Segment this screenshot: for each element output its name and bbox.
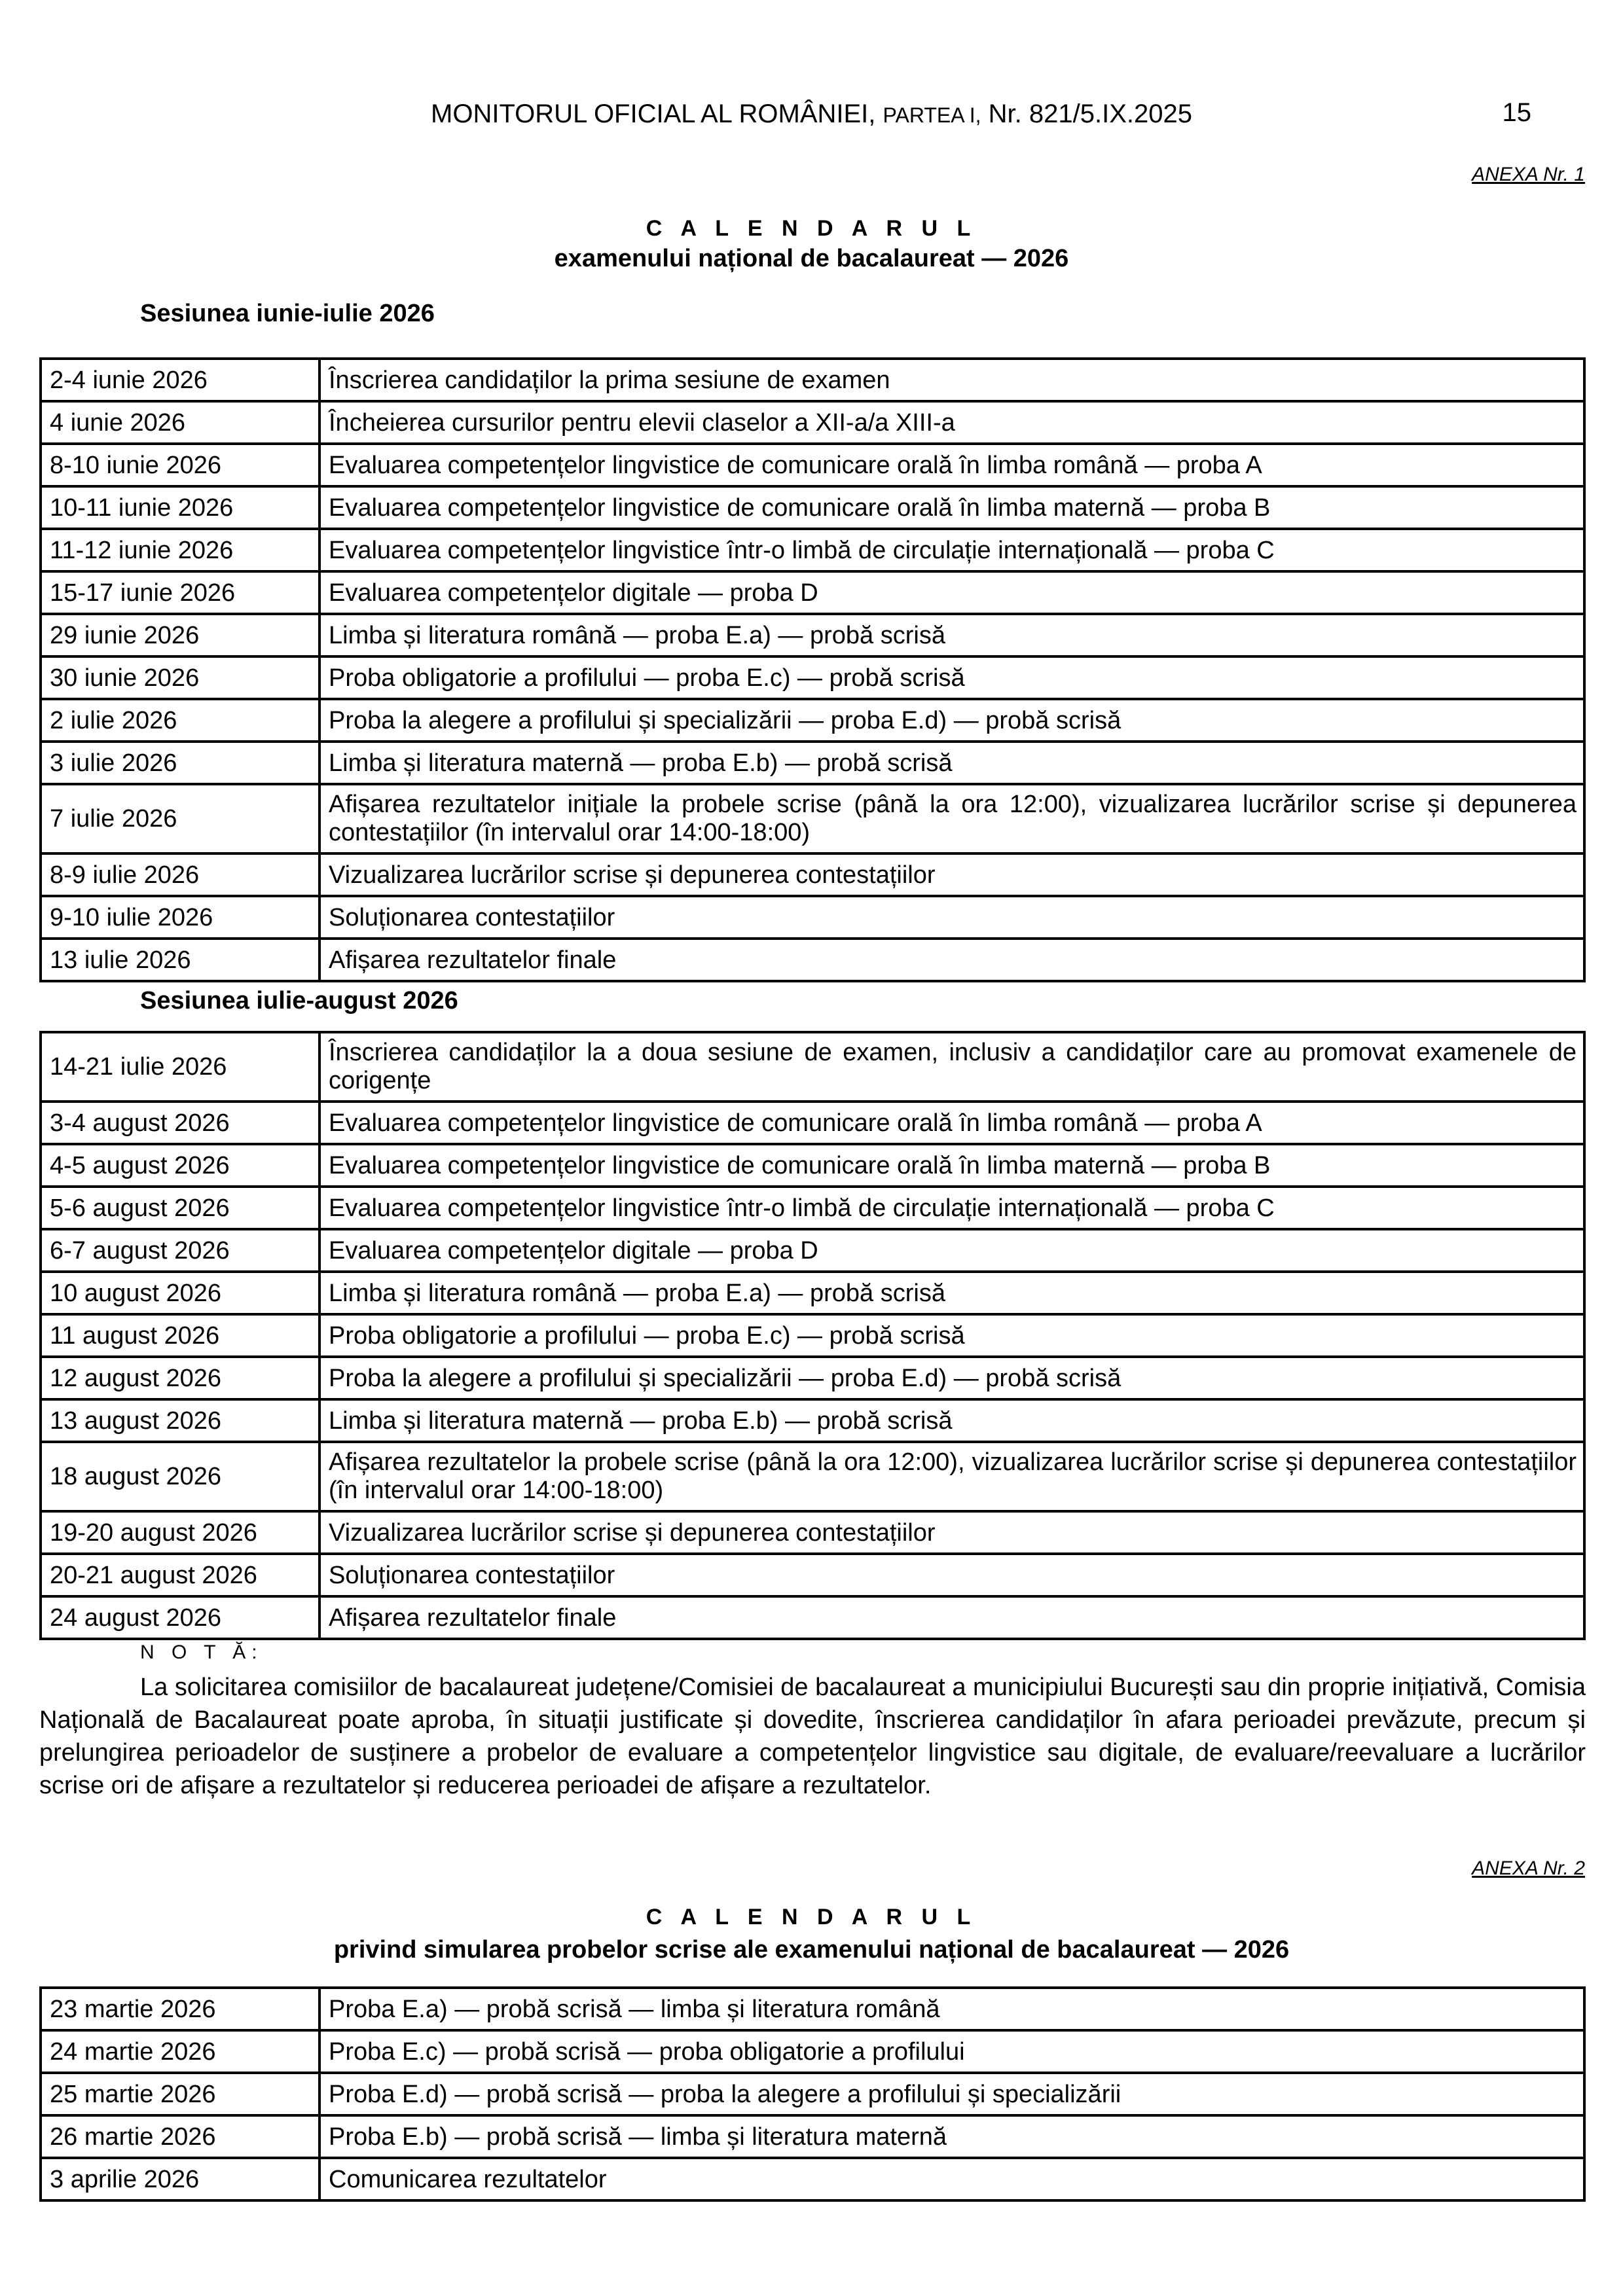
date-cell: 8-10 iunie 2026 — [41, 444, 319, 486]
page-number: 15 — [1502, 98, 1531, 127]
table-row — [41, 1144, 1584, 1187]
table-row — [41, 1272, 1584, 1314]
table-row — [41, 1229, 1584, 1272]
event-cell: Proba E.a) — probă scrisă — limba și literatura română — [319, 1988, 1584, 2030]
event-cell: Evaluarea competențelor lingvistice de comunicare orală în limba maternă — proba B — [319, 1144, 1584, 1187]
date-cell: 15-17 iunie 2026 — [41, 571, 319, 614]
event-cell: Încheierea cursurilor pentru elevii claselor a XII-a/a XIII-a — [319, 401, 1584, 444]
date-cell: 29 iunie 2026 — [41, 614, 319, 656]
date-cell: 25 martie 2026 — [41, 2073, 319, 2115]
date-cell: 9-10 iulie 2026 — [41, 896, 319, 939]
table-row — [41, 1357, 1584, 1399]
running-header — [0, 99, 1623, 129]
event-cell: Limba și literatura română — proba E.a) — probă scrisă — [319, 614, 1584, 656]
table-row — [41, 2073, 1584, 2115]
table-row — [41, 1032, 1584, 1102]
date-cell: 26 martie 2026 — [41, 2115, 319, 2158]
date-cell: 4 iunie 2026 — [41, 401, 319, 444]
note-paragraph: La solicitarea comisiilor de bacalaureat județene/Comisiei de bacalaureat a municipiului București sau din proprie inițiativă, Comisia Națională de Bacalaureat poate aproba, în situații justificate și dovedite, înscrierea candidaților în afara perioadei prevăzute, precum și prelungirea perioadelor de susținere a probelor de evaluare a competențelor lingvistice sau digitale, de evaluare/reevaluare a lucrărilor scrise ori de afișare a rezultatelor și reducerea perioadei de afișare a rezultatelor. — [39, 1674, 1586, 1799]
note-label: N O T Ă: — [140, 1641, 263, 1663]
session-2-heading: Sesiunea iulie-august 2026 — [140, 987, 458, 1014]
simulation-table — [39, 1986, 1586, 2202]
table-row — [41, 1596, 1584, 1639]
date-cell: 6-7 august 2026 — [41, 1229, 319, 1272]
event-cell: Soluționarea contestațiilor — [319, 896, 1584, 939]
table-row — [41, 1554, 1584, 1596]
publication-part: PARTEA I, — [883, 103, 981, 127]
event-cell: Evaluarea competențelor lingvistice într-o limbă de circulație internațională — proba C — [319, 529, 1584, 571]
session-1-table — [39, 357, 1586, 982]
date-cell: 20-21 august 2026 — [41, 1554, 319, 1596]
table-row — [41, 529, 1584, 571]
event-cell: Evaluarea competențelor lingvistice de comunicare orală în limba română — proba A — [319, 444, 1584, 486]
date-cell: 14-21 iulie 2026 — [41, 1032, 319, 1102]
table-row — [41, 853, 1584, 896]
event-cell: Afișarea rezultatelor inițiale la probele scrise (până la ora 12:00), vizualizarea lucrărilor scrise și depunerea contestațiilor (în intervalul orar 14:00-18:00) — [319, 784, 1584, 853]
table-row — [41, 2158, 1584, 2200]
annex-2-subtitle: privind simularea probelor scrise ale examenului național de bacalaureat — 2026 — [333, 1936, 1290, 1964]
table-row — [41, 1187, 1584, 1229]
table-row — [41, 1314, 1584, 1357]
table-row — [41, 486, 1584, 529]
date-cell: 7 iulie 2026 — [41, 784, 319, 853]
table-row — [41, 614, 1584, 656]
session-2-table — [39, 1031, 1586, 1640]
event-cell: Comunicarea rezultatelor — [319, 2158, 1584, 2200]
date-cell: 5-6 august 2026 — [41, 1187, 319, 1229]
event-cell: Limba și literatura maternă — proba E.b) — probă scrisă — [319, 1399, 1584, 1442]
event-cell: Proba E.b) — probă scrisă — limba și literatura maternă — [319, 2115, 1584, 2158]
table-row — [41, 444, 1584, 486]
issue-number: Nr. 821/5.IX.2025 — [988, 99, 1192, 128]
date-cell: 11 august 2026 — [41, 1314, 319, 1357]
table-row — [41, 1511, 1584, 1554]
date-cell: 3 aprilie 2026 — [41, 2158, 319, 2200]
session-1-heading: Sesiunea iunie-iulie 2026 — [140, 300, 435, 327]
table-row — [41, 939, 1584, 981]
event-cell: Evaluarea competențelor lingvistice într-o limbă de circulație internațională — proba C — [319, 1187, 1584, 1229]
table-row — [41, 784, 1584, 853]
date-cell: 10 august 2026 — [41, 1272, 319, 1314]
event-cell: Înscrierea candidaților la a doua sesiune de examen, inclusiv a candidaților care au promovat examenele de corigențe — [319, 1032, 1584, 1102]
annex-1-title: C A L E N D A R U L — [646, 216, 977, 241]
event-cell: Proba obligatorie a profilului — proba E.c) — probă scrisă — [319, 656, 1584, 699]
table-row — [41, 742, 1584, 784]
date-cell: 4-5 august 2026 — [41, 1144, 319, 1187]
event-cell: Vizualizarea lucrărilor scrise și depunerea contestațiilor — [319, 1511, 1584, 1554]
date-cell: 30 iunie 2026 — [41, 656, 319, 699]
date-cell: 13 iulie 2026 — [41, 939, 319, 981]
event-cell: Proba E.c) — probă scrisă — proba obligatorie a profilului — [319, 2030, 1584, 2073]
date-cell: 8-9 iulie 2026 — [41, 853, 319, 896]
date-cell: 13 august 2026 — [41, 1399, 319, 1442]
table-row — [41, 1102, 1584, 1144]
event-cell: Afișarea rezultatelor finale — [319, 1596, 1584, 1639]
date-cell: 3 iulie 2026 — [41, 742, 319, 784]
date-cell: 2-4 iunie 2026 — [41, 359, 319, 401]
table-row — [41, 1988, 1584, 2030]
table-row — [41, 2030, 1584, 2073]
date-cell: 11-12 iunie 2026 — [41, 529, 319, 571]
date-cell: 10-11 iunie 2026 — [41, 486, 319, 529]
event-cell: Afișarea rezultatelor la probele scrise (până la ora 12:00), vizualizarea lucrărilor scrise și depunerea contestațiilor (în intervalul orar 14:00-18:00) — [319, 1442, 1584, 1511]
table-row — [41, 896, 1584, 939]
event-cell: Afișarea rezultatelor finale — [319, 939, 1584, 981]
date-cell: 19-20 august 2026 — [41, 1511, 319, 1554]
event-cell: Proba obligatorie a profilului — proba E.c) — probă scrisă — [319, 1314, 1584, 1357]
table-row — [41, 699, 1584, 742]
table-row — [41, 571, 1584, 614]
table-row — [41, 359, 1584, 401]
annex-2-label: ANEXA Nr. 2 — [1472, 1857, 1585, 1879]
table-row — [41, 2115, 1584, 2158]
table-row — [41, 1442, 1584, 1511]
table-row — [41, 1399, 1584, 1442]
event-cell: Evaluarea competențelor lingvistice de comunicare orală în limba maternă — proba B — [319, 486, 1584, 529]
event-cell: Proba la alegere a profilului și specializării — proba E.d) — probă scrisă — [319, 699, 1584, 742]
event-cell: Evaluarea competențelor digitale — proba D — [319, 571, 1584, 614]
date-cell: 18 august 2026 — [41, 1442, 319, 1511]
date-cell: 24 august 2026 — [41, 1596, 319, 1639]
annex-1-subtitle: examenului național de bacalaureat — 2026 — [554, 245, 1069, 272]
event-cell: Proba la alegere a profilului și specializării — proba E.d) — probă scrisă — [319, 1357, 1584, 1399]
annex-1-label: ANEXA Nr. 1 — [1472, 164, 1585, 185]
date-cell: 24 martie 2026 — [41, 2030, 319, 2073]
event-cell: Proba E.d) — probă scrisă — proba la alegere a profilului și specializării — [319, 2073, 1584, 2115]
event-cell: Vizualizarea lucrărilor scrise și depunerea contestațiilor — [319, 853, 1584, 896]
event-cell: Soluționarea contestațiilor — [319, 1554, 1584, 1596]
date-cell: 12 august 2026 — [41, 1357, 319, 1399]
date-cell: 2 iulie 2026 — [41, 699, 319, 742]
annex-2-title: C A L E N D A R U L — [646, 1905, 977, 1929]
date-cell: 23 martie 2026 — [41, 1988, 319, 2030]
table-row — [41, 656, 1584, 699]
event-cell: Evaluarea competențelor lingvistice de comunicare orală în limba română — proba A — [319, 1102, 1584, 1144]
table-row — [41, 401, 1584, 444]
event-cell: Limba și literatura maternă — proba E.b) — probă scrisă — [319, 742, 1584, 784]
event-cell: Înscrierea candidaților la prima sesiune de examen — [319, 359, 1584, 401]
date-cell: 3-4 august 2026 — [41, 1102, 319, 1144]
event-cell: Evaluarea competențelor digitale — proba D — [319, 1229, 1584, 1272]
event-cell: Limba și literatura română — proba E.a) — probă scrisă — [319, 1272, 1584, 1314]
publication-name: MONITORUL OFICIAL AL ROMÂNIEI, — [431, 99, 876, 128]
